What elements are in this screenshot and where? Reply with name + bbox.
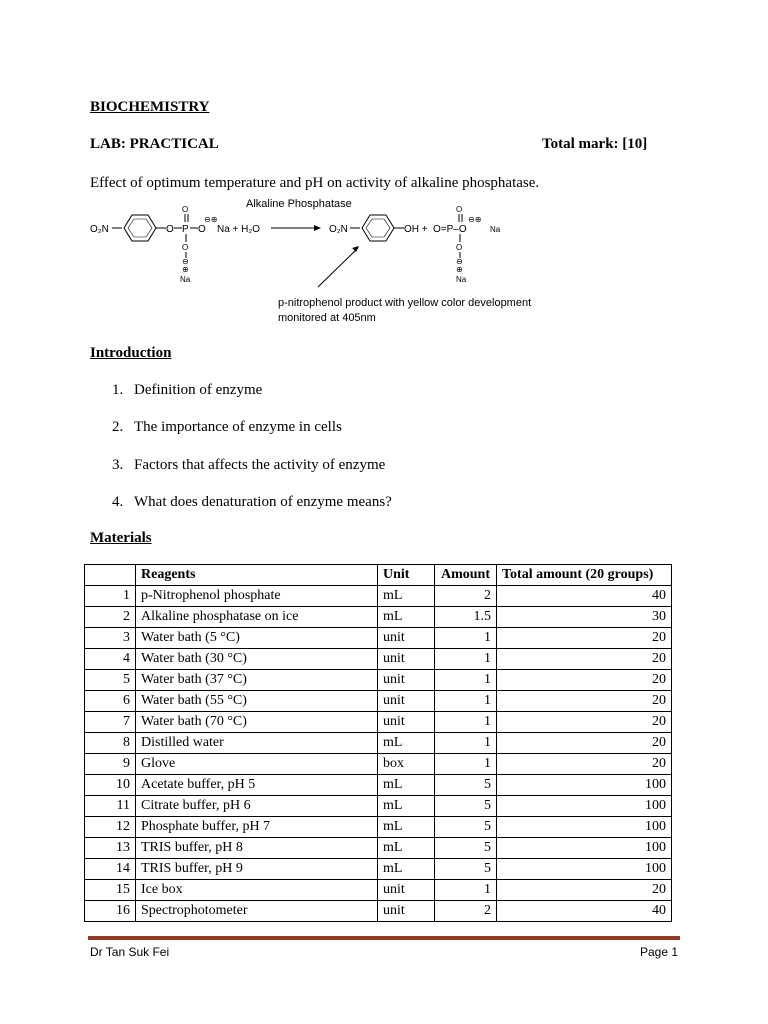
total-amount-cell: 100 <box>497 796 672 817</box>
col-header-number <box>85 565 136 586</box>
svg-text:O: O <box>166 224 174 235</box>
total-amount-cell: 20 <box>497 649 672 670</box>
total-amount-cell: 100 <box>497 838 672 859</box>
table-row <box>85 628 672 649</box>
subject-heading: BIOCHEMISTRY <box>90 99 210 115</box>
list-item: 3. Factors that affects the activity of enzyme <box>112 457 386 473</box>
reagent-name: Water bath (70 °C) <box>136 712 378 733</box>
unit-cell: unit <box>378 712 435 733</box>
svg-text:⊖: ⊖ <box>182 257 189 266</box>
row-number: 16 <box>85 901 136 922</box>
amount-cell: 1 <box>435 628 497 649</box>
row-number: 12 <box>85 817 136 838</box>
svg-text:⊕: ⊕ <box>456 265 463 274</box>
phosphate-na-bottom: Na <box>456 275 467 284</box>
reagent-name: Water bath (37 °C) <box>136 670 378 691</box>
col-header-unit: Unit <box>378 565 435 586</box>
table-row <box>85 712 672 733</box>
total-amount-cell: 20 <box>497 880 672 901</box>
footer-page-number: Page 1 <box>640 945 679 959</box>
reaction-scheme <box>86 192 556 332</box>
total-amount-cell: 20 <box>497 754 672 775</box>
amount-cell: 1 <box>435 649 497 670</box>
svg-text:O: O <box>456 243 463 252</box>
amount-cell: 1 <box>435 880 497 901</box>
phosphate-charge: ⊖⊕ <box>468 215 482 224</box>
svg-text:O: O <box>198 224 206 235</box>
reagent-name: TRIS buffer, pH 8 <box>136 838 378 859</box>
table-row <box>85 754 672 775</box>
svg-text:⊕: ⊕ <box>182 265 189 274</box>
total-amount-cell: 20 <box>497 628 672 649</box>
unit-cell: unit <box>378 901 435 922</box>
col-header-reagents: Reagents <box>136 565 378 586</box>
materials-table <box>84 564 672 922</box>
note-line-2: monitored at 405nm <box>278 312 376 324</box>
total-mark: Total mark: [10] <box>542 136 648 152</box>
amount-cell: 5 <box>435 796 497 817</box>
row-number: 8 <box>85 733 136 754</box>
reagent-name: Phosphate buffer, pH 7 <box>136 817 378 838</box>
table-row <box>85 649 672 670</box>
amount-cell: 1 <box>435 670 497 691</box>
table-row <box>85 901 672 922</box>
total-amount-cell: 100 <box>497 817 672 838</box>
table-row <box>85 733 672 754</box>
footer-author: Dr Tan Suk Fei <box>90 945 170 959</box>
reactant-water: Na + H₂O <box>217 224 261 235</box>
table-row <box>85 670 672 691</box>
reagent-name: Water bath (30 °C) <box>136 649 378 670</box>
table-row <box>85 775 672 796</box>
table-row <box>85 607 672 628</box>
table-row <box>85 691 672 712</box>
table-row <box>85 817 672 838</box>
reagent-name: Water bath (55 °C) <box>136 691 378 712</box>
materials-heading: Materials <box>90 530 152 546</box>
col-header-total: Total amount (20 groups) <box>497 565 672 586</box>
unit-cell: unit <box>378 880 435 901</box>
reagent-name: p-Nitrophenol phosphate <box>136 586 378 607</box>
reactant-charge: ⊖⊕ <box>204 215 218 224</box>
unit-cell: mL <box>378 859 435 880</box>
note-line-1: p-nitrophenol product with yellow color development <box>278 297 532 309</box>
unit-cell: mL <box>378 796 435 817</box>
lab-heading: LAB: PRACTICAL <box>90 136 219 152</box>
total-amount-cell: 20 <box>497 670 672 691</box>
amount-cell: 2 <box>435 901 497 922</box>
introduction-heading: Introduction <box>90 345 172 361</box>
unit-cell: box <box>378 754 435 775</box>
list-item: 4. What does denaturation of enzyme means? <box>112 494 392 510</box>
list-item: 1. Definition of enzyme <box>112 382 263 398</box>
reactant-no2: O₂N <box>90 224 109 235</box>
unit-cell: unit <box>378 691 435 712</box>
row-number: 15 <box>85 880 136 901</box>
footer-rule <box>88 936 680 940</box>
list-item: 2. The importance of enzyme in cells <box>112 419 342 435</box>
reagent-name: Alkaline phosphatase on ice <box>136 607 378 628</box>
svg-text:O: O <box>182 243 189 252</box>
row-number: 13 <box>85 838 136 859</box>
total-amount-cell: 100 <box>497 775 672 796</box>
row-number: 5 <box>85 670 136 691</box>
amount-cell: 5 <box>435 838 497 859</box>
row-number: 2 <box>85 607 136 628</box>
row-number: 11 <box>85 796 136 817</box>
total-amount-cell: 100 <box>497 859 672 880</box>
unit-cell: mL <box>378 775 435 796</box>
reagent-name: Water bath (5 °C) <box>136 628 378 649</box>
table-row <box>85 586 672 607</box>
amount-cell: 1 <box>435 733 497 754</box>
amount-cell: 1 <box>435 691 497 712</box>
document-title: Effect of optimum temperature and pH on activity of alkaline phosphatase. <box>90 175 540 191</box>
row-number: 7 <box>85 712 136 733</box>
table-row <box>85 880 672 901</box>
reactant-na: Na <box>180 275 191 284</box>
reagent-name: Distilled water <box>136 733 378 754</box>
amount-cell: 5 <box>435 859 497 880</box>
total-amount-cell: 20 <box>497 712 672 733</box>
reagent-name: Ice box <box>136 880 378 901</box>
total-amount-cell: 30 <box>497 607 672 628</box>
reagent-name: Acetate buffer, pH 5 <box>136 775 378 796</box>
product-no2: O₂N <box>329 224 348 235</box>
unit-cell: mL <box>378 817 435 838</box>
product-oh: OH + <box>404 224 428 235</box>
unit-cell: mL <box>378 607 435 628</box>
reagent-name: Citrate buffer, pH 6 <box>136 796 378 817</box>
row-number: 6 <box>85 691 136 712</box>
pointer-arrow-icon <box>318 248 358 287</box>
total-amount-cell: 40 <box>497 586 672 607</box>
amount-cell: 5 <box>435 817 497 838</box>
unit-cell: mL <box>378 838 435 859</box>
svg-text:⊖: ⊖ <box>456 257 463 266</box>
amount-cell: 1 <box>435 712 497 733</box>
unit-cell: mL <box>378 733 435 754</box>
svg-text:P: P <box>182 224 189 235</box>
unit-cell: unit <box>378 628 435 649</box>
amount-cell: 1 <box>435 754 497 775</box>
phosphate-label: O=P–O <box>433 224 467 235</box>
row-number: 1 <box>85 586 136 607</box>
table-row <box>85 838 672 859</box>
row-number: 4 <box>85 649 136 670</box>
unit-cell: unit <box>378 649 435 670</box>
amount-cell: 5 <box>435 775 497 796</box>
table-header-row <box>85 565 672 586</box>
total-amount-cell: 20 <box>497 691 672 712</box>
reagent-name: Glove <box>136 754 378 775</box>
table-row <box>85 859 672 880</box>
table-row <box>85 796 672 817</box>
amount-cell: 1.5 <box>435 607 497 628</box>
total-amount-cell: 20 <box>497 733 672 754</box>
phosphate-na: Na <box>490 225 501 234</box>
svg-text:O: O <box>456 205 463 214</box>
row-number: 9 <box>85 754 136 775</box>
introduction-list <box>112 382 612 522</box>
amount-cell: 2 <box>435 586 497 607</box>
unit-cell: unit <box>378 670 435 691</box>
reagent-name: Spectrophotometer <box>136 901 378 922</box>
total-amount-cell: 40 <box>497 901 672 922</box>
unit-cell: mL <box>378 586 435 607</box>
enzyme-label: Alkaline Phosphatase <box>246 198 352 210</box>
col-header-amount: Amount <box>435 565 497 586</box>
row-number: 3 <box>85 628 136 649</box>
materials-table-body <box>85 586 672 922</box>
reagent-name: TRIS buffer, pH 9 <box>136 859 378 880</box>
row-number: 14 <box>85 859 136 880</box>
row-number: 10 <box>85 775 136 796</box>
svg-text:O: O <box>182 205 189 214</box>
